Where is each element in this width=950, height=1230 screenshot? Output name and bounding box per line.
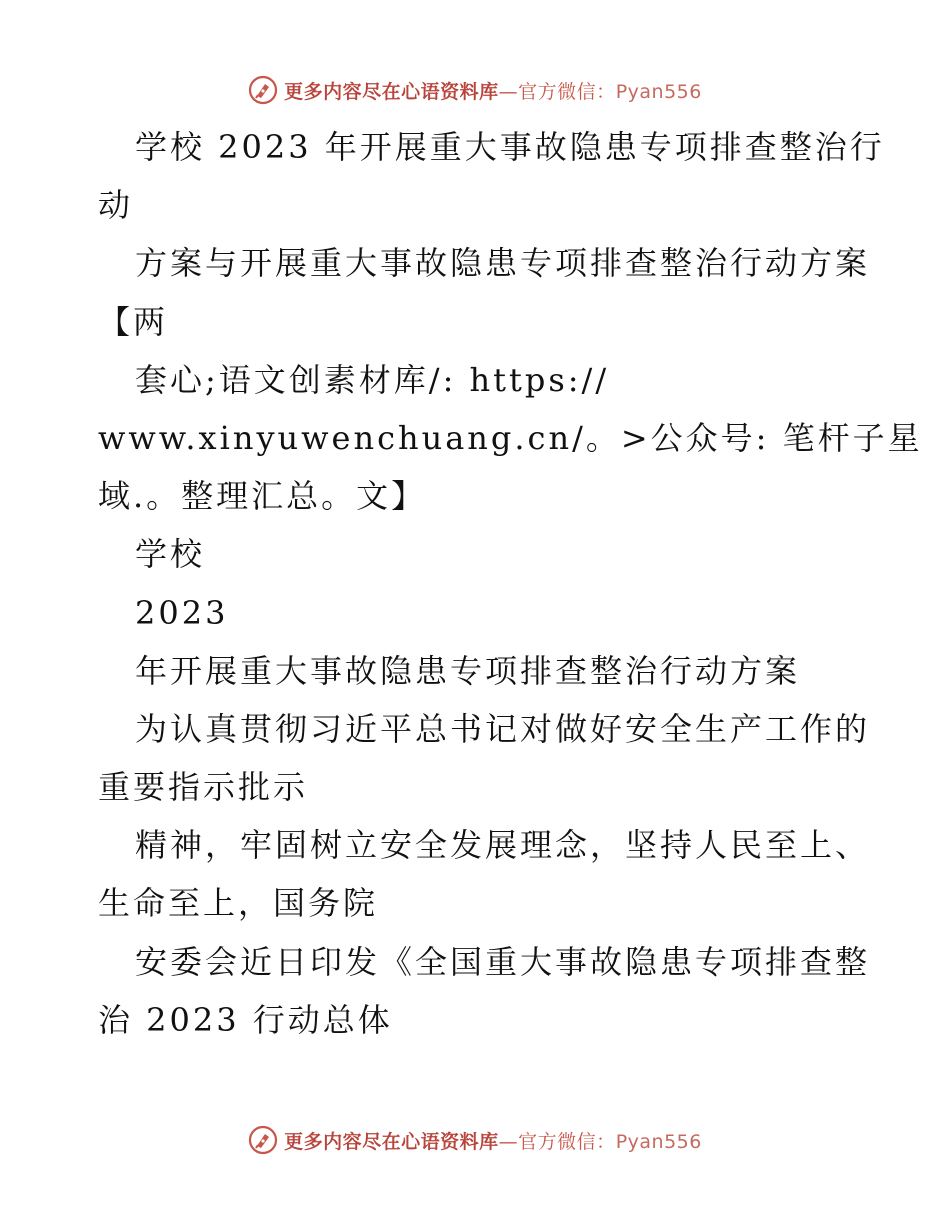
header-watermark xyxy=(0,70,950,110)
text-line: 方案与开展重大事故隐患专项排查整治行动方案 xyxy=(135,244,871,283)
text-line: 生命至上，国务院 xyxy=(98,884,379,923)
text-line: 学校 2023 年开展重大事故隐患专项排查整治行 xyxy=(135,128,885,166)
watermark-main: 更多内容尽在心语资料库 xyxy=(284,1130,499,1153)
watermark-separator: — xyxy=(498,80,519,103)
watermark-suffix: 官方微信： xyxy=(518,80,616,103)
footer-watermark xyxy=(0,1120,950,1160)
watermark-main: 更多内容尽在心语资料库 xyxy=(284,80,499,103)
text-line: 治 2023 行动总体 xyxy=(98,1000,393,1039)
watermark-group xyxy=(248,1125,702,1155)
watermark-separator: — xyxy=(498,1130,519,1153)
pen-nib-logo-icon xyxy=(248,1125,278,1155)
watermark-wechat-id: Pyan556 xyxy=(615,1130,702,1153)
text-line: 重要指示批示 xyxy=(98,768,309,807)
text-line: www.xinyuwenchuang.cn/。>公众号: 笔杆子星 xyxy=(98,418,923,457)
pen-nib-logo-icon xyxy=(248,75,278,105)
watermark-group xyxy=(248,75,702,105)
text-line: 年开展重大事故隐患专项排查整治行动方案 xyxy=(135,651,801,690)
text-line: 【两 xyxy=(98,302,169,341)
text-line: 学校 xyxy=(135,535,206,574)
text-line: 动 xyxy=(98,186,134,225)
text-line: 套心;语文创素材库/: https:// xyxy=(135,360,610,399)
document-body xyxy=(98,118,923,1049)
text-line: 域.。整理汇总。文】 xyxy=(98,477,427,516)
text-line: 安委会近日印发《全国重大事故隐患专项排查整 xyxy=(135,942,871,981)
watermark-text xyxy=(284,77,702,104)
text-line: 为认真贯彻习近平总书记对做好安全生产工作的 xyxy=(135,709,871,748)
text-line: 2023 xyxy=(135,593,229,632)
watermark-wechat-id: Pyan556 xyxy=(615,80,702,103)
watermark-suffix: 官方微信： xyxy=(518,1130,616,1153)
text-line: 精神，牢固树立安全发展理念，坚持人民至上、 xyxy=(135,826,871,865)
watermark-text xyxy=(284,1127,702,1154)
